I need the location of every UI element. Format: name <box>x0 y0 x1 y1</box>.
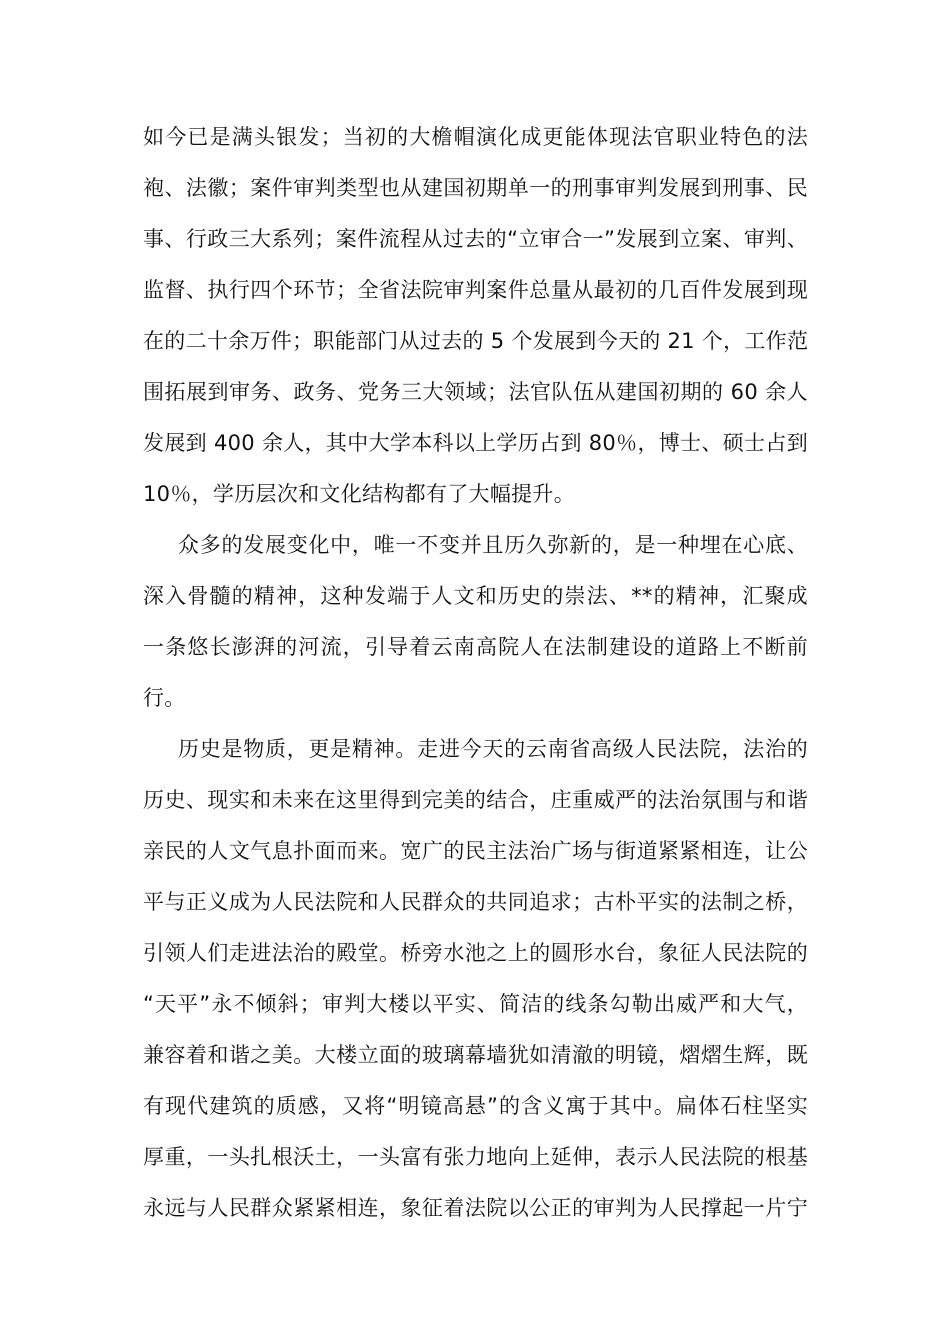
text-line: 围拓展到审务、政务、党务三大领域；法官队伍从建国初期的 60 余人 <box>143 380 808 404</box>
text-line: 发展到 400 余人，其中大学本科以上学历占到 80％，博士、硕士占到 <box>143 431 808 455</box>
text-line: 在的二十余万件；职能部门从过去的 5 个发展到今天的 21 个，工作范 <box>143 329 809 353</box>
text-line: 有现代建筑的质感，又将“明镜高悬”的含义寓于其中。扁体石柱坚实 <box>143 1094 808 1118</box>
text-line: 亲民的人文气息扑面而来。宽广的民主法治广场与街道紧紧相连，让公 <box>143 839 808 863</box>
text-line: 兼容着和谐之美。大楼立面的玻璃幕墙犹如清澈的明镜，熠熠生辉，既 <box>143 1043 808 1067</box>
text-line: 10％，学历层次和文化结构都有了大幅提升。 <box>143 482 576 506</box>
text-line: 行。 <box>143 686 186 710</box>
text-line: 平与正义成为人民法院和人民群众的共同追求；古朴平实的法制之桥， <box>143 890 808 914</box>
text-line: 引领人们走进法治的殿堂。桥旁水池之上的圆形水台，象征人民法院的 <box>143 941 808 965</box>
text-line: 历史、现实和未来在这里得到完美的结合，庄重威严的法治氛围与和谐 <box>143 788 808 812</box>
text-line: “天平”永不倾斜；审判大楼以平实、简洁的线条勾勒出威严和大气， <box>143 992 808 1016</box>
text-line: 永远与人民群众紧紧相连，象征着法院以公正的审判为人民撑起一片宁 <box>143 1196 808 1220</box>
text-line: 厚重，一头扎根沃土，一头富有张力地向上延伸，表示人民法院的根基 <box>143 1145 808 1169</box>
text-line: 众多的发展变化中，唯一不变并且历久弥新的，是一种埋在心底、 <box>178 533 808 557</box>
text-line: 如今已是满头银发；当初的大檐帽演化成更能体现法官职业特色的法 <box>143 125 808 149</box>
text-line: 深入骨髓的精神，这种发端于人文和历史的崇法、**的精神，汇聚成 <box>143 584 808 608</box>
text-line: 袍、法徽；案件审判类型也从建国初期单一的刑事审判发展到刑事、民 <box>143 176 808 200</box>
text-line: 一条悠长澎湃的河流，引导着云南高院人在法制建设的道路上不断前 <box>143 635 808 659</box>
text-line: 事、行政三大系列；案件流程从过去的“立审合一”发展到立案、审判、 <box>143 227 808 251</box>
text-line: 历史是物质，更是精神。走进今天的云南省高级人民法院，法治的 <box>178 737 808 761</box>
text-line: 监督、执行四个环节；全省法院审判案件总量从最初的几百件发展到现 <box>143 278 808 302</box>
